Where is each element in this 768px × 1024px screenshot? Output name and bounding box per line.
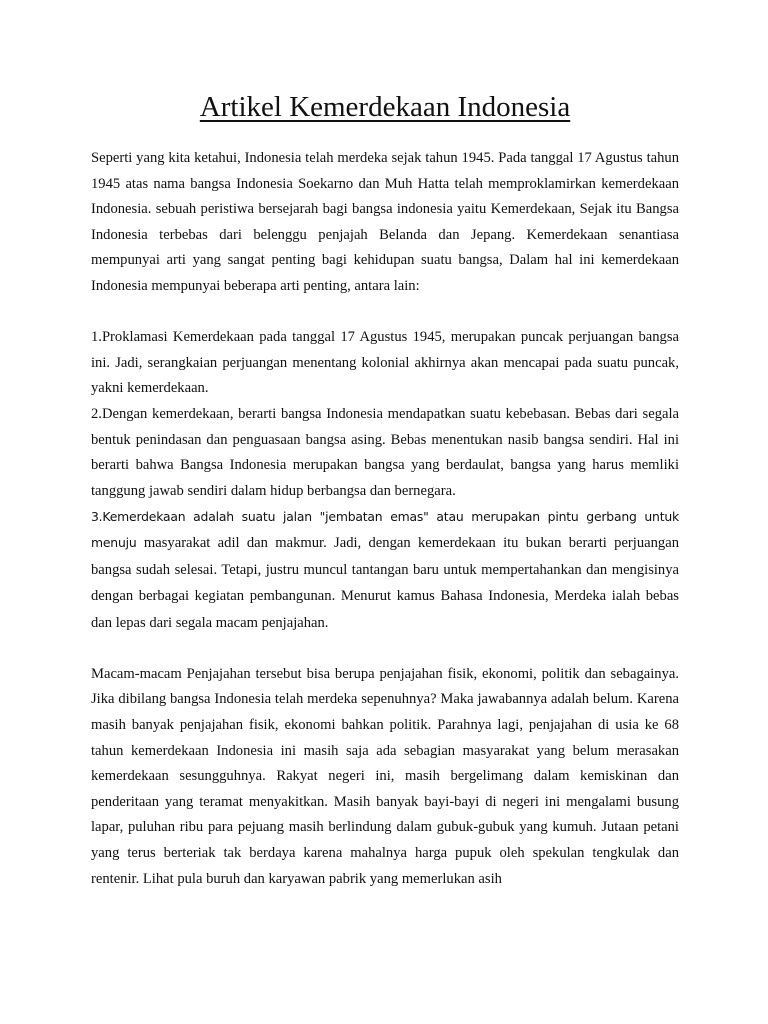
document-body [91, 146, 679, 892]
point-2-paragraph: 2.Dengan kemerdekaan, berarti bangsa Indonesia mendapatkan suatu kebebasan. Bebas dari segala bentuk penindasan dan penguasaan bangsa asing. Bebas menentukan nasib bangsa sendiri. Hal ini berarti bahwa Bangsa Indonesia merupakan bangsa yang berdaulat, bangsa yang harus memliki tanggung jawab sendiri dalam hidup berbangsa dan bernegara. [91, 405, 679, 499]
paragraph-spacer [91, 300, 679, 326]
point-3-rest: masyarakat adil dan makmur. Jadi, dengan kemerdekaan itu bukan berarti perjuangan bangsa sudah selesai. Tetapi, justru muncul tantangan baru untuk mempertahankan dan mengisinya dengan berbagai kegiatan pembangunan. Menurut kamus Bahasa Indonesia, Merdeka ialah bebas dan lepas dari segala macam penjajahan. [91, 534, 679, 631]
document-title-text: Artikel Kemerdekaan Indonesia [199, 91, 571, 123]
point-3-lead: 3.Kemerdekaan adalah suatu jalan "jembatan emas" atau merupakan pintu gerbang untuk menuju [91, 509, 679, 550]
intro-paragraph: Seperti yang kita ketahui, Indonesia telah merdeka sejak tahun 1945. Pada tanggal 17 Agustus tahun 1945 atas nama bangsa Indonesia Soekarno dan Muh Hatta telah memproklamirkan kemerdekaan Indonesia. sebuah peristiwa bersejarah bagi bangsa indonesia yaitu Kemerdekaan, Sejak itu Bangsa Indonesia terbebas dari belenggu penjajah Belanda dan Jepang. Kemerdekaan senantiasa mempunyai arti yang sangat penting bagi kehidupan suatu bangsa, Dalam hal ini kemerdekaan Indonesia mempunyai beberapa arti penting, antara lain: [91, 150, 679, 294]
closing-paragraph: Macam-macam Penjajahan tersebut bisa berupa penjajahan fisik, ekonomi, politik dan sebagainya. Jika dibilang bangsa Indonesia telah merdeka sepenuhnya? Maka jawabannya adalah belum. Karena masih banyak penjajahan fisik, ekonomi bahkan politik. Parahnya lagi, penjajahan di usia ke 68 tahun kemerdekaan Indonesia ini masih saja ada sebagian masyarakat yang belum merasakan kemerdekaan sesungguhnya. Rakyat negeri ini, masih bergelimang dalam kemiskinan dan penderitaan yang teramat menyakitkan. Masih banyak bayi-bayi di negeri ini mengalami busung lapar, puluhan ribu para pejuang masih berlindung dalam gubuk-gubuk yang kumuh. Jutaan petani yang terus berteriak tak berdaya karena mahalnya harga pupuk oleh spekulan tengkulak dan rentenir. Lihat pula buruh dan karyawan pabrik yang memerlukan asih [91, 665, 679, 887]
paragraph-spacer [91, 636, 679, 662]
point-1-paragraph: 1.Proklamasi Kemerdekaan pada tanggal 17 Agustus 1945, merupakan puncak perjuangan bangsa ini. Jadi, serangkaian perjuangan menentang kolonial akhirnya akan mencapai pada suatu puncak, yakni kemerdekaan. [91, 329, 679, 397]
point-3-paragraph [91, 504, 679, 636]
document-title [91, 89, 679, 125]
